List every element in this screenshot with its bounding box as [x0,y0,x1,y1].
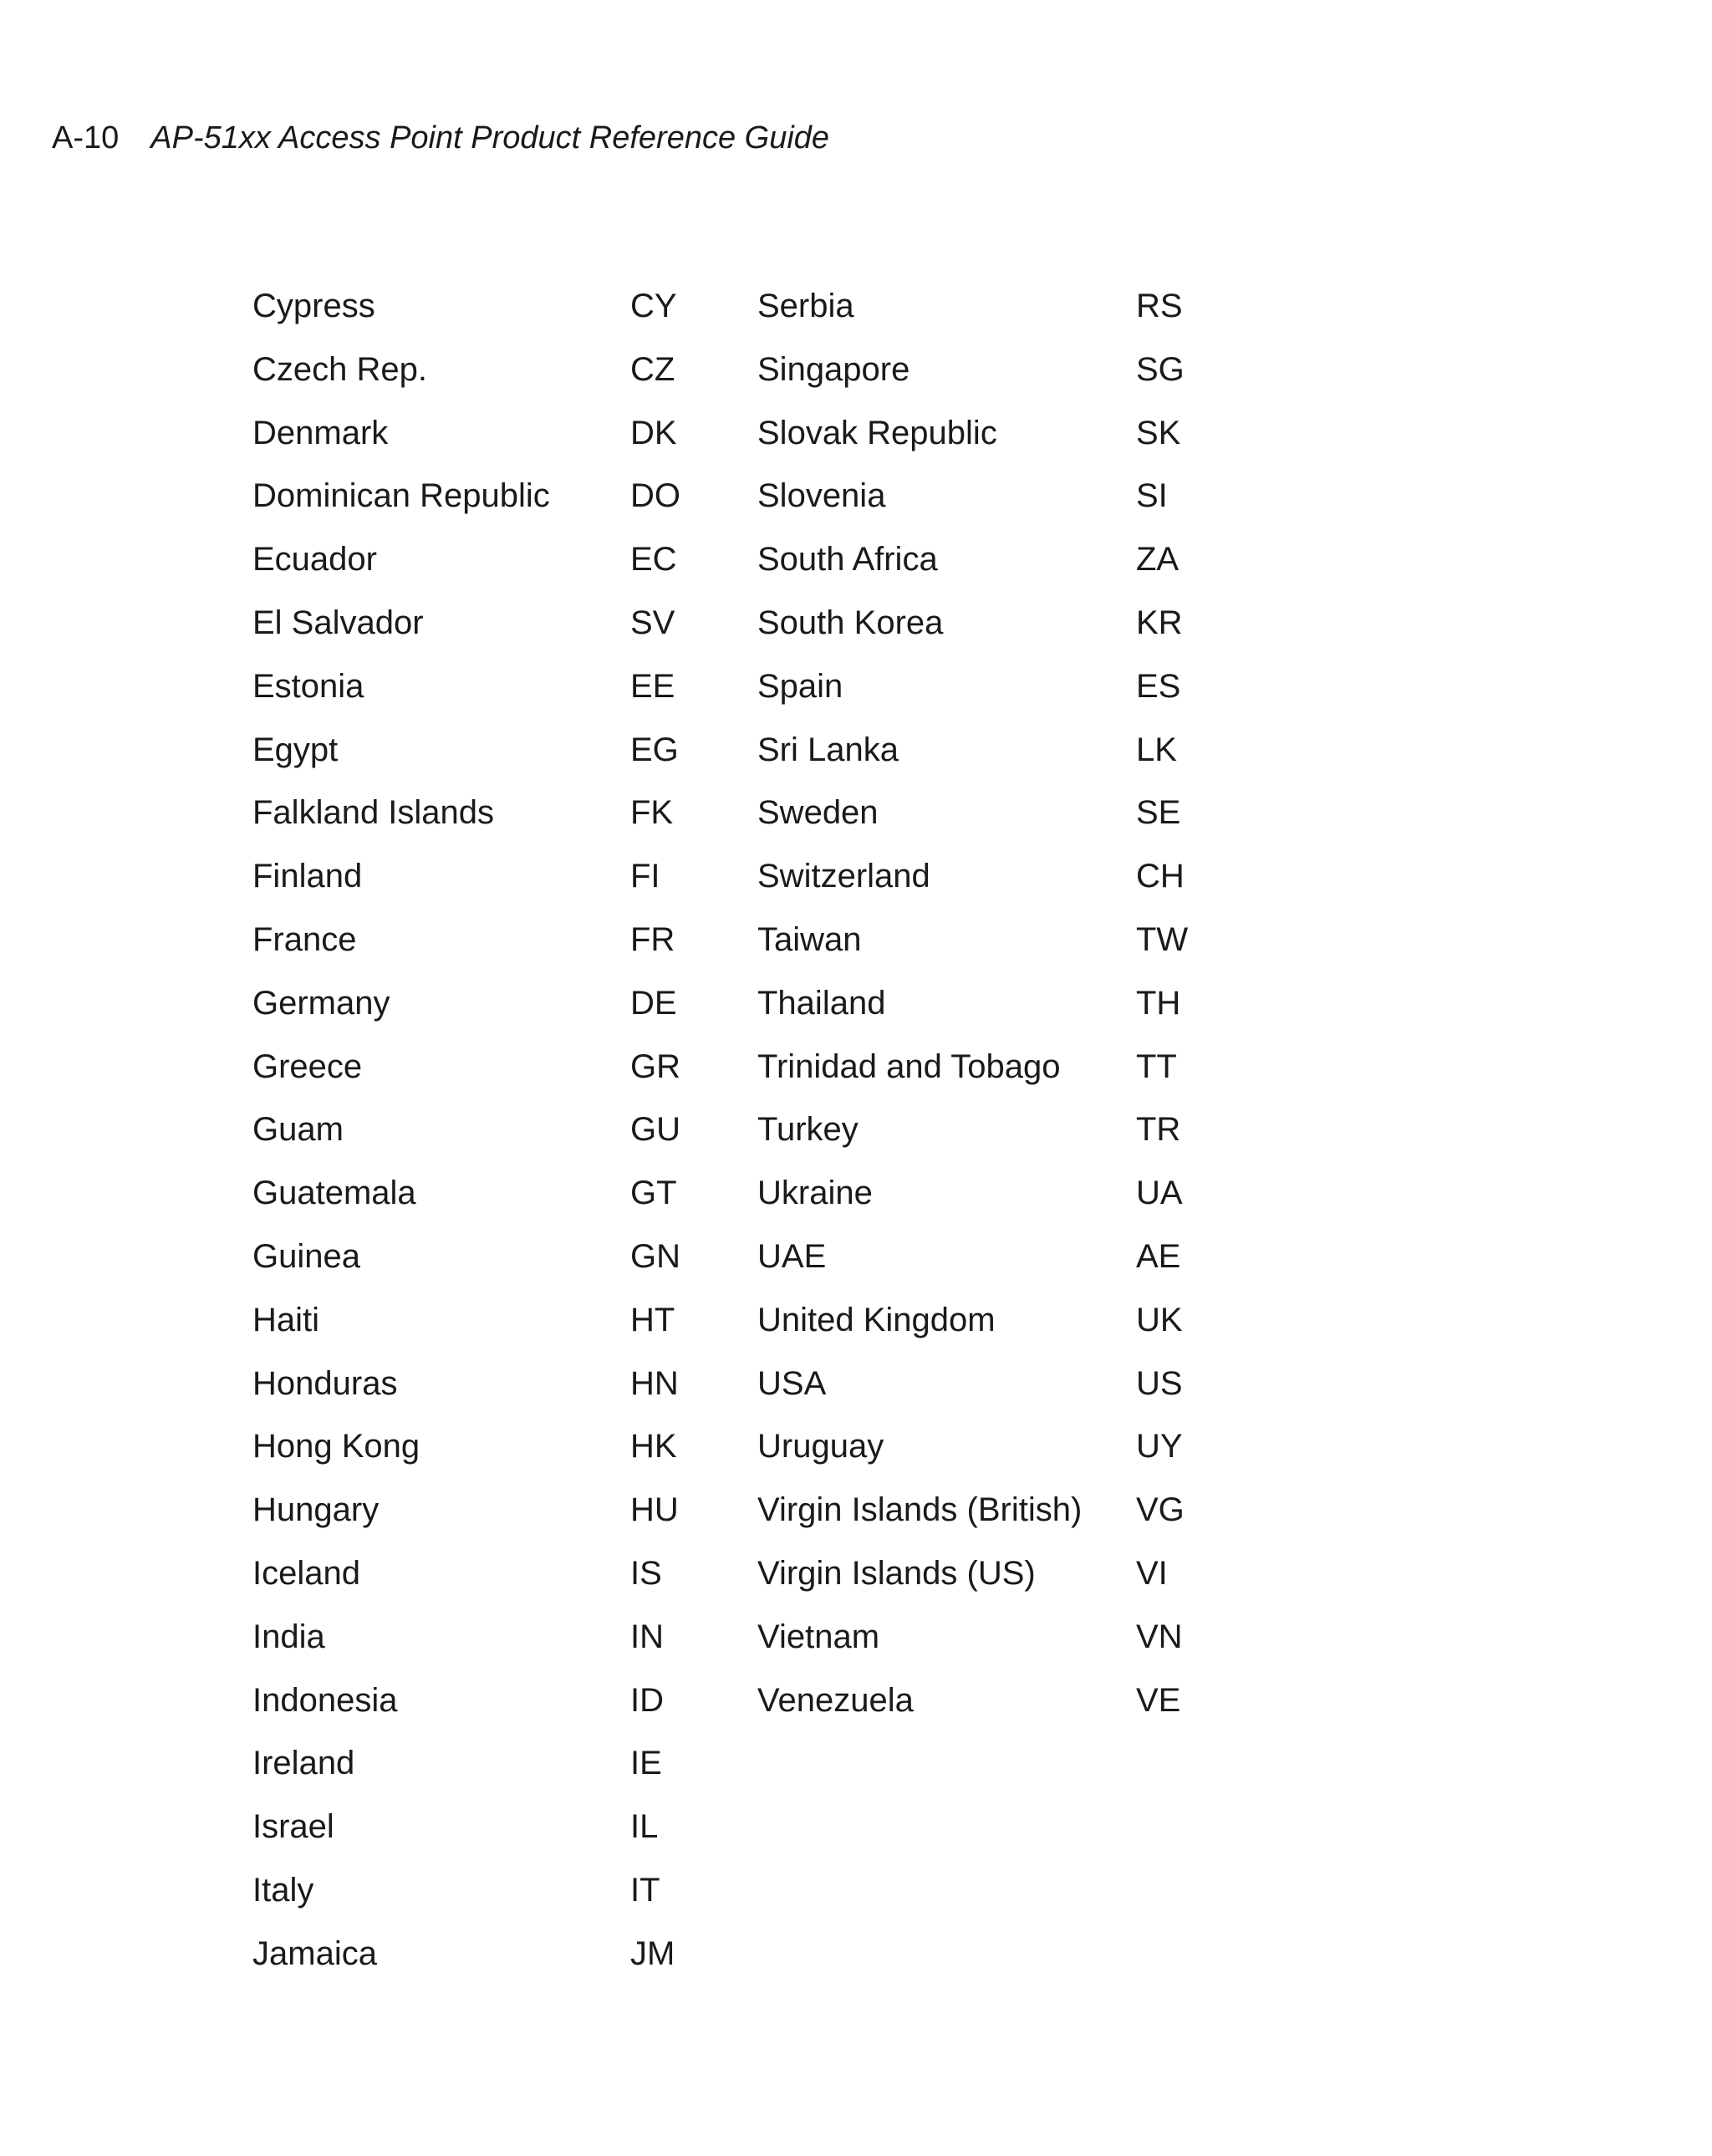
country-code: SK [1136,414,1181,451]
country-name: Dominican Republic [252,477,550,515]
country-code: LK [1136,731,1177,768]
country-name: Czech Rep. [252,350,427,388]
country-code: SG [1136,350,1185,388]
country-name: France [252,920,357,958]
country-code: VN [1136,1618,1183,1655]
country-code: HK [630,1428,677,1465]
country-name: Thailand [757,984,886,1022]
country-name: Jamaica [252,1934,377,1972]
country-name: Haiti [252,1301,320,1338]
country-code: GR [630,1047,680,1085]
country-code: JM [630,1934,675,1972]
country-code: SI [1136,477,1168,515]
country-name: Indonesia [252,1681,398,1719]
country-code: FR [630,920,675,958]
country-code: ES [1136,667,1181,705]
country-name: El Salvador [252,604,424,641]
country-name: Honduras [252,1364,398,1402]
country-code: DK [630,414,677,451]
country-code: IS [630,1554,662,1592]
country-code: IE [630,1745,662,1782]
country-name: Sri Lanka [757,731,899,768]
country-name: India [252,1618,325,1655]
country-name: Taiwan [757,920,862,958]
country-code: TW [1136,920,1189,958]
country-name: Virgin Islands (US) [757,1554,1036,1592]
country-code: ZA [1136,541,1180,579]
country-code: IN [630,1618,664,1655]
country-name: Israel [252,1808,334,1846]
country-code: HT [630,1301,675,1338]
country-name: USA [757,1364,827,1402]
country-code: VG [1136,1491,1185,1529]
country-name: Hungary [252,1491,380,1529]
country-name: Serbia [757,288,854,324]
country-name: Greece [252,1047,363,1085]
country-code: SV [630,604,675,641]
country-name: Slovak Republic [757,414,997,451]
country-name: UAE [757,1237,827,1275]
country-name: Ukraine [757,1175,873,1212]
country-name: Guatemala [252,1175,416,1212]
country-code: KR [1136,604,1183,641]
country-name: Turkey [757,1111,859,1149]
country-name: Spain [757,667,843,705]
country-code: TH [1136,984,1181,1022]
country-code: DE [630,984,677,1022]
country-code: DO [630,477,680,515]
country-code: CH [1136,858,1185,895]
country-code: EG [630,731,679,768]
country-name: Falkland Islands [252,794,495,832]
country-name: Iceland [252,1554,360,1592]
country-name: Egypt [252,731,339,768]
country-code: HN [630,1364,679,1402]
country-name: Denmark [252,414,389,451]
country-name: Finland [252,858,363,895]
country-code: FK [630,794,674,832]
country-code: EC [630,541,677,579]
country-name: Ecuador [252,541,377,579]
country-code: AE [1136,1237,1181,1275]
document-title: AP-51xx Access Point Product Reference Guide [150,120,830,155]
country-name: Trinidad and Tobago [757,1047,1061,1085]
country-code: TR [1136,1111,1181,1149]
country-code: TT [1136,1047,1177,1085]
country-code: UY [1136,1428,1183,1465]
country-code: US [1136,1364,1183,1402]
country-code: GN [630,1237,680,1275]
country-name: Italy [252,1871,314,1909]
country-code: CY [630,288,677,324]
country-code: CZ [630,350,675,388]
country-name: Cypress [252,288,375,324]
country-code: VI [1136,1554,1168,1592]
country-name: Guam [252,1111,344,1149]
country-name: Sweden [757,794,879,832]
country-code: EE [630,667,675,705]
country-code: SE [1136,794,1181,832]
page-number: A-10 [52,120,120,155]
country-name: Ireland [252,1745,355,1782]
country-name: Slovenia [757,477,886,515]
country-name: Virgin Islands (British) [757,1491,1083,1529]
country-code: GU [630,1111,680,1149]
country-name: United Kingdom [757,1301,996,1338]
country-code: RS [1136,288,1183,324]
country-name: Germany [252,984,390,1022]
country-code: VE [1136,1681,1181,1719]
country-name: Vietnam [757,1618,880,1655]
country-name: South Africa [757,541,938,579]
country-code: GT [630,1175,677,1212]
country-name: Singapore [757,350,910,388]
country-name: Guinea [252,1237,360,1275]
country-name: Switzerland [757,858,930,895]
country-code: UA [1136,1175,1183,1212]
country-code: UK [1136,1301,1183,1338]
country-name: Venezuela [757,1681,914,1719]
country-name: South Korea [757,604,944,641]
country-name: Estonia [252,667,364,705]
country-code: FI [630,858,660,895]
country-name: Hong Kong [252,1428,420,1465]
page-header [52,117,829,159]
country-code: IL [630,1808,659,1846]
country-name: Uruguay [757,1428,884,1465]
country-code: ID [630,1681,664,1719]
country-code: HU [630,1491,679,1529]
country-code: IT [630,1871,660,1909]
